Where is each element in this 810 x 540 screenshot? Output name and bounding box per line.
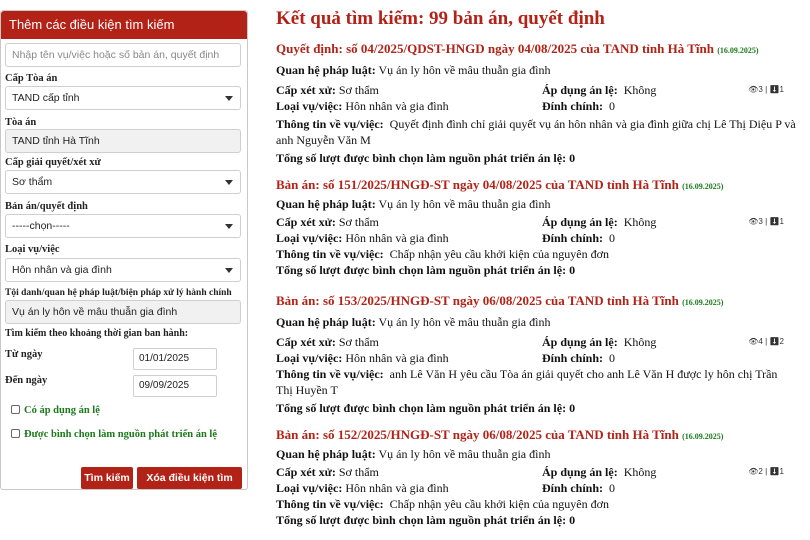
- trial-label: Cấp xét xử:: [276, 215, 336, 229]
- correction-label: Đính chính:: [542, 481, 604, 495]
- chevron-down-icon: [225, 96, 233, 101]
- trial-value: Sơ thẩm: [338, 335, 379, 349]
- court-level-value: TAND cấp tỉnh: [12, 92, 80, 104]
- clear-filters-button[interactable]: Xóa điều kiện tìm kiếm: [137, 467, 242, 489]
- result-item: [276, 176, 810, 278]
- court-field[interactable]: TAND tỉnh Hà Tĩnh: [5, 129, 241, 153]
- period-label: Tìm kiếm theo khoảng thời gian ban hành:: [5, 328, 189, 339]
- trial-label: Cấp xét xử:: [276, 465, 336, 479]
- view-count: 3: [758, 217, 763, 226]
- voted-checkbox-label: Được bình chọn làm nguồn phát triển án lệ: [24, 429, 217, 440]
- download-count: 1: [779, 217, 784, 226]
- result-title-link[interactable]: Bản án: số 153/2025/HNGĐ-ST ngày 06/08/2025 của TAND tỉnh Hà Tĩnh: [276, 293, 679, 308]
- download-count: 1: [779, 467, 784, 476]
- relation-value: Vụ án ly hôn về mâu thuẫn gia đình: [378, 447, 551, 461]
- precedent-value: Không: [623, 215, 657, 229]
- info-value: Chấp nhận yêu cầu khởi kiện của nguyên đơn: [389, 247, 609, 261]
- result-title-link[interactable]: Quyết định: số 04/2025/QDST-HNGD ngày 04/08/2025 của TAND tỉnh Hà Tĩnh: [276, 41, 715, 56]
- eye-icon: 👁: [748, 217, 759, 226]
- eye-icon: 👁: [748, 337, 759, 346]
- info-label: Thông tin về vụ/việc:: [276, 117, 384, 131]
- download-count: 2: [779, 337, 784, 346]
- precedent-checkbox-row[interactable]: [11, 405, 100, 416]
- court-level-label: Cấp Tòa án: [5, 73, 58, 84]
- info-label: Thông tin về vụ/việc:: [276, 367, 384, 381]
- precedent-checkbox-label: Có áp dụng án lệ: [24, 405, 100, 416]
- eye-icon: 👁: [748, 85, 759, 94]
- filter-panel-title: Thêm các điều kiện tìm kiếm: [1, 11, 247, 39]
- case-type-value: Hôn nhân và gia đình: [345, 481, 449, 495]
- trial-value: Sơ thẩm: [338, 215, 379, 229]
- relation-value: Vụ án ly hôn về mâu thuẫn gia đình: [378, 197, 551, 211]
- info-label: Thông tin về vụ/việc:: [276, 497, 384, 511]
- trial-label: Cấp xét xử:: [276, 83, 336, 97]
- download-icon[interactable]: ⬇: [769, 467, 780, 476]
- result-title-link[interactable]: Bản án: số 152/2025/HNGĐ-ST ngày 06/08/2025 của TAND tỉnh Hà Tĩnh: [276, 427, 679, 442]
- correction-label: Đính chính:: [542, 231, 604, 245]
- votes-line: Tổng số lượt được bình chọn làm nguồn phát triển án lệ: 0: [276, 263, 576, 277]
- court-level-select[interactable]: [5, 86, 241, 110]
- trial-value: Sơ thẩm: [338, 83, 379, 97]
- case-type-value: Hôn nhân và gia đình: [345, 99, 449, 113]
- result-stats: 👁3 | ⬇1: [748, 85, 784, 94]
- result-date: (16.09.2025): [682, 298, 724, 307]
- relation-value: Vụ án ly hôn về mâu thuẫn gia đình: [378, 63, 551, 77]
- case-type-value: Hôn nhân và gia đình: [12, 264, 112, 276]
- chevron-down-icon: [225, 224, 233, 229]
- relation-label: Quan hệ pháp luật:: [276, 63, 376, 77]
- votes-line: Tổng số lượt được bình chọn làm nguồn phát triển án lệ: 0: [276, 151, 576, 165]
- from-date-label: Từ ngày: [5, 349, 43, 360]
- result-item: [276, 40, 810, 166]
- view-count: 2: [758, 467, 763, 476]
- info-value: Chấp nhận yêu cầu khởi kiện của nguyên đơn: [389, 497, 609, 511]
- result-title-link[interactable]: Bản án: số 151/2025/HNGĐ-ST ngày 04/08/2025 của TAND tỉnh Hà Tĩnh: [276, 177, 679, 192]
- to-date-label: Đến ngày: [5, 375, 48, 386]
- votes-line: Tổng số lượt được bình chọn làm nguồn phát triển án lệ: 0: [276, 401, 576, 415]
- from-date-input[interactable]: 01/01/2025: [133, 348, 217, 370]
- to-date-input[interactable]: 09/09/2025: [133, 375, 217, 397]
- relation-value: Vụ án ly hôn về mâu thuẫn gia đình: [378, 315, 551, 329]
- relation-field[interactable]: Vụ án ly hôn về mâu thuẫn gia đình: [5, 300, 241, 324]
- info-value: anh Lê Văn H yêu cầu Tòa án giải quyết cho anh Lê Văn H được ly hôn chị Trần Thị Huyền T: [276, 367, 778, 397]
- result-date: (16.09.2025): [682, 432, 724, 441]
- precedent-value: Không: [623, 83, 657, 97]
- result-item: [276, 426, 810, 528]
- chevron-down-icon: [225, 180, 233, 185]
- results-title: Kết quả tìm kiếm: 99 bản án, quyết định: [276, 8, 605, 29]
- trial-value: Sơ thẩm: [338, 465, 379, 479]
- case-type-value: Hôn nhân và gia đình: [345, 351, 449, 365]
- info-value: Quyết định đình chỉ giải quyết vụ án hôn nhân và gia đình giữa chị Lê Thị Diệu P và anh Nguyễn Văn M: [276, 117, 796, 147]
- case-type-select[interactable]: [5, 258, 241, 282]
- court-label: Tòa án: [5, 117, 37, 128]
- search-input[interactable]: Nhập tên vụ/việc hoặc số bản án, quyết định: [5, 43, 241, 67]
- result-stats: 👁4 | ⬇2: [748, 337, 784, 346]
- case-type-label: Loại vụ/việc:: [276, 99, 343, 113]
- download-icon[interactable]: ⬇: [769, 217, 780, 226]
- result-stats: 👁2 | ⬇1: [748, 467, 784, 476]
- result-item: [276, 292, 810, 416]
- precedent-checkbox[interactable]: [11, 405, 20, 414]
- correction-label: Đính chính:: [542, 99, 604, 113]
- case-type-label: Loại vụ/việc:: [276, 481, 343, 495]
- eye-icon: 👁: [748, 467, 759, 476]
- precedent-label: Áp dụng án lệ:: [542, 83, 618, 97]
- download-icon[interactable]: ⬇: [769, 337, 780, 346]
- correction-label: Đính chính:: [542, 351, 604, 365]
- precedent-label: Áp dụng án lệ:: [542, 335, 618, 349]
- view-count: 4: [758, 337, 763, 346]
- relation-label: Tội danh/quan hệ pháp luật/biện pháp xử lý hành chính: [5, 288, 232, 298]
- trial-level-label: Cấp giải quyết/xét xử: [5, 157, 101, 168]
- case-type-label: Loại vụ/việc:: [276, 351, 343, 365]
- relation-label: Quan hệ pháp luật:: [276, 197, 376, 211]
- precedent-label: Áp dụng án lệ:: [542, 215, 618, 229]
- doc-type-value: -----chọn-----: [12, 220, 70, 232]
- precedent-value: Không: [623, 465, 657, 479]
- download-count: 1: [779, 85, 784, 94]
- case-type-value: Hôn nhân và gia đình: [345, 231, 449, 245]
- result-stats: 👁3 | ⬇1: [748, 217, 784, 226]
- correction-value: 0: [609, 351, 616, 365]
- case-type-label: Loại vụ/việc:: [276, 231, 343, 245]
- votes-line: Tổng số lượt được bình chọn làm nguồn phát triển án lệ: 0: [276, 513, 576, 527]
- case-type-label: Loại vụ/việc: [5, 244, 60, 255]
- relation-label: Quan hệ pháp luật:: [276, 447, 376, 461]
- chevron-down-icon: [225, 268, 233, 273]
- download-icon[interactable]: ⬇: [769, 85, 780, 94]
- doc-type-label: Bản án/quyết định: [5, 201, 88, 212]
- search-filter-panel: [0, 10, 248, 506]
- voted-checkbox[interactable]: [11, 429, 20, 438]
- relation-label: Quan hệ pháp luật:: [276, 315, 376, 329]
- doc-type-select[interactable]: [5, 214, 241, 238]
- trial-label: Cấp xét xử:: [276, 335, 336, 349]
- trial-level-select[interactable]: [5, 170, 241, 194]
- correction-value: 0: [609, 231, 616, 245]
- result-date: (16.09.2025): [717, 46, 759, 55]
- correction-value: 0: [609, 481, 616, 495]
- search-button[interactable]: Tìm kiếm: [81, 467, 133, 489]
- correction-value: 0: [609, 99, 616, 113]
- info-label: Thông tin về vụ/việc:: [276, 247, 384, 261]
- trial-level-value: Sơ thẩm: [12, 176, 53, 188]
- precedent-value: Không: [623, 335, 657, 349]
- result-date: (16.09.2025): [682, 182, 724, 191]
- precedent-label: Áp dụng án lệ:: [542, 465, 618, 479]
- view-count: 3: [758, 85, 763, 94]
- voted-checkbox-row[interactable]: [11, 429, 217, 440]
